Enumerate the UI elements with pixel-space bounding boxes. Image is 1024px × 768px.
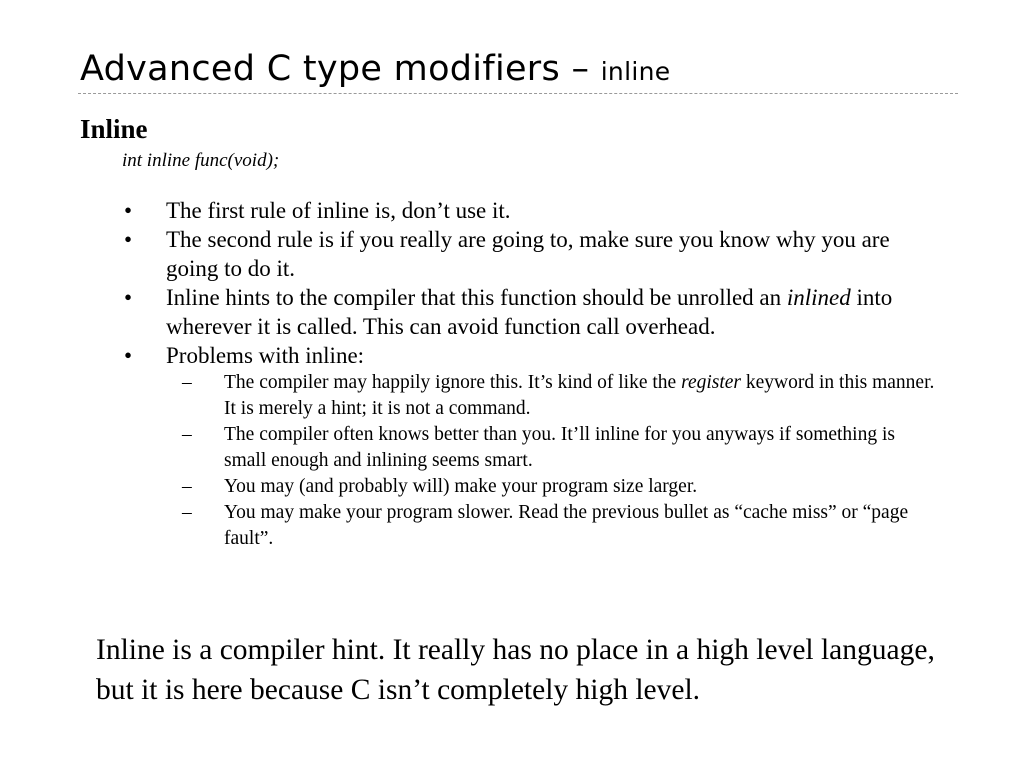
bullet-text-segment: The compiler often knows better than you. It’ll inline for you anyways if something is small enough and inlining seems smart. [224, 424, 895, 471]
takeaway-text: Inline is a compiler hint. It really has no place in a high level language, but it is here because C isn’t completely high level. [96, 634, 935, 706]
bullet-text [166, 198, 511, 223]
bullet-text-segment: The compiler may happily ignore this. It’s kind of like the [224, 372, 682, 393]
sub-bullet-marker: – [182, 372, 192, 393]
bullet-text-segment: Inline hints to the compiler that this function should be unrolled an [166, 285, 787, 310]
sub-bullet-marker: – [182, 476, 192, 497]
emphasized-text: inlined [786, 285, 851, 310]
slide-title-main: Advanced C type modifiers – [80, 49, 601, 89]
bullet-text-segment: You may (and probably will) make your program size larger. [224, 476, 698, 497]
bullet-item [120, 341, 940, 552]
bullet-text [166, 227, 890, 281]
bullet-marker: • [124, 198, 133, 223]
bullet-text [166, 343, 364, 368]
slide-title-keyword: inline [600, 57, 671, 86]
section-heading: Inline [80, 114, 148, 144]
sub-bullet-marker: – [182, 424, 192, 445]
bullet-item [120, 225, 940, 283]
sub-bullet-item [120, 500, 940, 552]
bullet-text [166, 285, 892, 339]
bullet-marker: • [124, 227, 133, 252]
slide-title [80, 47, 670, 94]
title-divider [78, 93, 958, 94]
bullet-item [120, 283, 940, 341]
sub-bullet-list [166, 370, 940, 552]
bullet-text-segment: into wherever it is called. This can avoid function call overhead. [166, 285, 893, 339]
sub-bullet-item [120, 370, 940, 422]
sub-bullet-text [224, 474, 940, 500]
bullet-text-segment: You may make your program slower. Read the previous bullet as “cache miss” or “page fault”. [224, 502, 909, 549]
bullet-item [120, 196, 940, 225]
bullet-marker: • [124, 343, 133, 368]
sub-bullet-item [120, 474, 940, 500]
code-signature: int inline func(void); [122, 150, 280, 171]
sub-bullet-item [120, 422, 940, 474]
bullet-marker: • [124, 285, 133, 310]
sub-bullet-text [224, 500, 940, 552]
bullet-text-segment: Problems with inline: [166, 343, 365, 368]
sub-bullet-text [224, 422, 940, 474]
bullet-text-segment: The second rule is if you really are going to, make sure you know why you are going to do it. [166, 227, 890, 281]
sub-bullet-marker: – [182, 502, 192, 523]
sub-bullet-text [224, 370, 940, 422]
emphasized-text: register [681, 372, 742, 393]
bullet-list [120, 196, 940, 552]
bullet-text-segment: keyword in this manner. It is merely a hint; it is not a command. [224, 372, 935, 419]
bullet-text-segment: The first rule of inline is, don’t use it. [166, 198, 511, 223]
